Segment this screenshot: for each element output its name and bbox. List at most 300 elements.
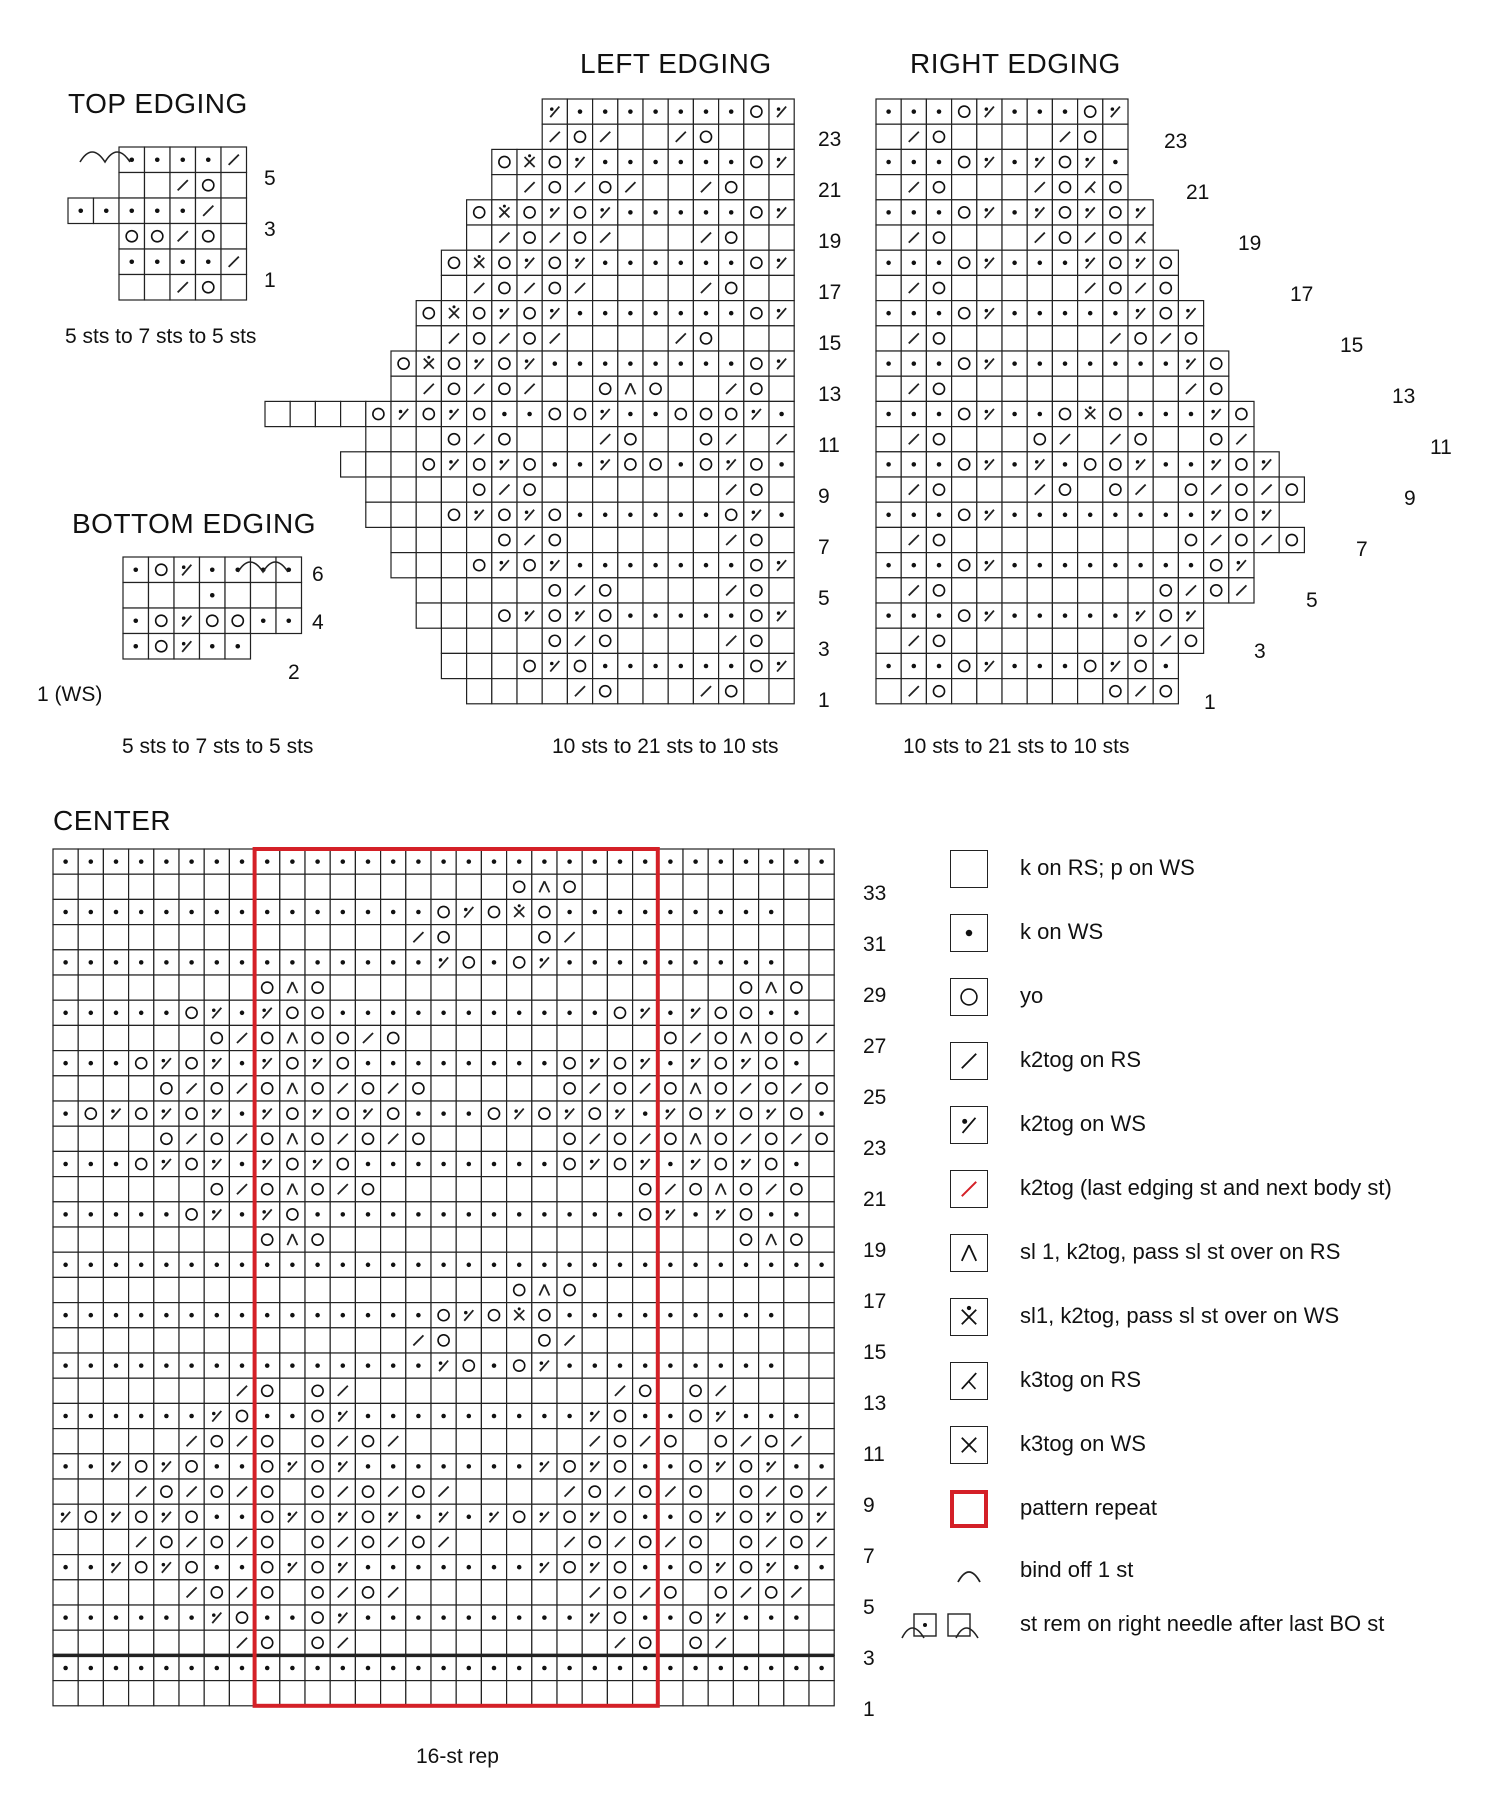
k-on-ws-dot	[704, 311, 709, 316]
chart-cell	[926, 553, 951, 578]
chart-cell	[658, 1580, 683, 1605]
chart-cell	[305, 899, 330, 924]
chart-cell	[593, 427, 618, 452]
k-on-ws-dot	[937, 109, 942, 114]
chart-cell	[708, 1605, 733, 1630]
k2tog-ws-dot	[1111, 107, 1115, 111]
chart-cell	[582, 1479, 607, 1504]
chart-cell	[229, 1580, 254, 1605]
chart-cell	[567, 527, 592, 552]
chart-cell	[129, 1126, 154, 1151]
k-on-ws-dot	[704, 664, 709, 669]
legend-k2tog-ws-icon	[950, 1106, 988, 1144]
k-on-ws-dot	[937, 513, 942, 518]
chart-cell	[633, 1429, 658, 1454]
chart-cell	[330, 1151, 355, 1176]
chart-cell	[1052, 553, 1077, 578]
chart-cell	[507, 1605, 532, 1630]
chart-cell	[633, 1227, 658, 1252]
chart-cell	[633, 1000, 658, 1025]
chart-cell	[607, 1126, 632, 1151]
chart-cell	[467, 275, 492, 300]
chart-cell	[1153, 427, 1178, 452]
chart-cell	[441, 502, 466, 527]
chart-cell	[582, 1555, 607, 1580]
chart-cell	[53, 1277, 78, 1302]
chart-cell	[431, 1655, 456, 1680]
k-on-ws-dot	[416, 1515, 421, 1520]
chart-cell	[492, 603, 517, 628]
chart-cell	[719, 427, 744, 452]
chart-cell	[1103, 401, 1128, 426]
k-on-ws-dot	[618, 910, 623, 915]
chart-cell	[977, 326, 1002, 351]
chart-cell	[643, 628, 668, 653]
chart-cell	[693, 578, 718, 603]
chart-cell	[1027, 578, 1052, 603]
chart-cell	[977, 301, 1002, 326]
chart-cell	[280, 1655, 305, 1680]
chart-cell	[708, 1202, 733, 1227]
chart-cell	[1078, 326, 1103, 351]
chart-cell	[719, 225, 744, 250]
k2tog-ws-dot	[550, 309, 554, 313]
chart-cell	[582, 1252, 607, 1277]
chart-cell	[53, 1580, 78, 1605]
chart-cell	[1254, 477, 1279, 502]
chart-cell	[1204, 553, 1229, 578]
chart-cell	[1052, 124, 1077, 149]
k-on-ws-dot	[567, 960, 572, 965]
chart-cell	[977, 502, 1002, 527]
chart-cell	[149, 557, 175, 583]
chart-cell	[53, 1479, 78, 1504]
k2tog-ws-dot	[399, 410, 403, 414]
chart-cell	[456, 1252, 481, 1277]
chart-cell	[103, 1202, 128, 1227]
chart-cell	[683, 975, 708, 1000]
k-on-ws-dot	[1138, 513, 1143, 518]
k-on-ws-dot	[63, 1414, 68, 1419]
chart-cell	[582, 1504, 607, 1529]
k2tog-ws-dot	[439, 958, 443, 962]
chart-cell	[593, 578, 618, 603]
k-on-ws-dot	[1012, 664, 1017, 669]
chart-cell	[255, 1429, 280, 1454]
chart-cell	[381, 1227, 406, 1252]
chart-cell	[381, 1177, 406, 1202]
chart-cell	[255, 849, 280, 874]
chart-cell	[593, 301, 618, 326]
chart-cell	[391, 452, 416, 477]
k-on-ws-dot	[593, 1263, 598, 1268]
chart-cell	[416, 502, 441, 527]
center-chart	[52, 848, 835, 1707]
k-on-ws-dot	[578, 563, 583, 568]
chart-cell	[1128, 603, 1153, 628]
chart-cell	[229, 975, 254, 1000]
k2tog-ws-dot	[575, 158, 579, 162]
chart-cell	[901, 452, 926, 477]
chart-cell	[1002, 603, 1027, 628]
chart-cell	[456, 849, 481, 874]
chart-cell	[53, 1177, 78, 1202]
chart-cell	[658, 1277, 683, 1302]
chart-cell	[1002, 502, 1027, 527]
k2tog-ws-dot	[777, 662, 781, 666]
chart-cell	[204, 1378, 229, 1403]
chart-cell	[441, 326, 466, 351]
k-on-ws-dot	[89, 960, 94, 965]
chart-cell	[708, 1655, 733, 1680]
chart-cell	[557, 925, 582, 950]
chart-cell	[1078, 376, 1103, 401]
chart-cell	[517, 301, 542, 326]
chart-cell	[1153, 653, 1178, 678]
chart-cell	[542, 326, 567, 351]
chart-cell	[355, 1681, 380, 1706]
chart-cell	[1002, 578, 1027, 603]
k2tog-ws-dot	[590, 1613, 594, 1617]
legend-label: k3tog on WS	[1020, 1431, 1146, 1456]
k-on-ws-dot	[794, 1565, 799, 1570]
chart-cell	[179, 925, 204, 950]
k-on-ws-dot	[210, 567, 215, 572]
k-on-ws-dot	[215, 1666, 220, 1671]
k2tog-ws-dot	[212, 1210, 216, 1214]
chart-cell	[618, 653, 643, 678]
chart-cell	[1027, 376, 1052, 401]
chart-cell	[977, 628, 1002, 653]
k2tog-ws-dot	[489, 1513, 493, 1517]
legend-k2tog-red-icon	[950, 1170, 988, 1208]
chart-cell	[492, 351, 517, 376]
k2tog-ws-dot	[1035, 460, 1039, 464]
chart-cell	[1204, 527, 1229, 552]
k-on-ws-dot	[794, 1162, 799, 1167]
k2tog-ws-dot	[500, 460, 504, 464]
chart-cell	[103, 1655, 128, 1680]
chart-cell	[668, 502, 693, 527]
chart-cell	[593, 124, 618, 149]
chart-cell	[683, 1025, 708, 1050]
chart-cell	[901, 99, 926, 124]
chart-cell	[557, 1227, 582, 1252]
chart-cell	[1002, 326, 1027, 351]
k-on-ws-dot	[628, 160, 633, 165]
chart-cell	[658, 1328, 683, 1353]
k-on-ws-dot	[89, 1363, 94, 1368]
k-on-ws-dot	[593, 960, 598, 965]
chart-cell	[809, 950, 834, 975]
chart-cell	[391, 401, 416, 426]
chart-cell	[103, 1277, 128, 1302]
k-on-ws-dot	[164, 1666, 169, 1671]
chart-cell	[593, 351, 618, 376]
k-on-ws-dot	[769, 1666, 774, 1671]
k-on-ws-dot	[567, 859, 572, 864]
chart-cell	[607, 975, 632, 1000]
k-on-ws-dot	[467, 1263, 472, 1268]
chart-cell	[977, 578, 1002, 603]
chart-cell	[557, 1202, 582, 1227]
k-on-ws-dot	[63, 1464, 68, 1469]
k-on-ws-dot	[315, 910, 320, 915]
k-on-ws-dot	[441, 1263, 446, 1268]
chart-cell	[229, 1076, 254, 1101]
k2tog-ws-dot	[338, 1462, 342, 1466]
chart-cell	[593, 200, 618, 225]
chart-cell	[784, 899, 809, 924]
chart-cell	[330, 849, 355, 874]
chart-cell	[607, 1580, 632, 1605]
chart-cell	[416, 553, 441, 578]
chart-cell	[517, 603, 542, 628]
chart-cell	[733, 1025, 758, 1050]
k-on-ws-dot	[668, 1615, 673, 1620]
k-on-ws-dot	[769, 1212, 774, 1217]
chart-cell	[719, 149, 744, 174]
chart-cell	[1052, 326, 1077, 351]
chart-cell	[542, 527, 567, 552]
chart-cell	[78, 1277, 103, 1302]
chart-cell	[53, 1378, 78, 1403]
chart-cell	[481, 1151, 506, 1176]
chart-cell	[759, 1202, 784, 1227]
chart-cell	[280, 1202, 305, 1227]
k2tog-ws-dot	[1136, 611, 1140, 615]
chart-cell	[330, 950, 355, 975]
chart-cell	[683, 1101, 708, 1126]
k-on-ws-dot	[114, 1263, 119, 1268]
chart-cell	[481, 950, 506, 975]
k-on-ws-dot	[769, 1263, 774, 1268]
k2tog-ws-dot	[212, 1109, 216, 1113]
k-on-ws-dot	[937, 613, 942, 618]
k2tog-ws-dot	[550, 107, 554, 111]
chart-cell	[305, 1303, 330, 1328]
k2tog-ws-dot	[540, 1513, 544, 1517]
chart-cell	[280, 849, 305, 874]
chart-cell	[431, 1277, 456, 1302]
chart-cell	[481, 1378, 506, 1403]
chart-cell	[557, 1630, 582, 1655]
k2tog-ws-dot	[262, 1210, 266, 1214]
chart-cell	[633, 1479, 658, 1504]
chart-cell	[1103, 124, 1128, 149]
chart-cell	[1178, 326, 1203, 351]
chart-cell	[280, 1555, 305, 1580]
chart-cell	[1027, 200, 1052, 225]
chart-cell	[809, 1227, 834, 1252]
k-on-ws-dot	[114, 1212, 119, 1217]
chart-cell	[693, 149, 718, 174]
chart-cell	[431, 1202, 456, 1227]
chart-cell	[145, 275, 171, 301]
chart-cell	[769, 502, 794, 527]
k2tog-ws-dot	[716, 1109, 720, 1113]
chart-cell	[567, 376, 592, 401]
chart-cell	[582, 1580, 607, 1605]
chart-cell	[1052, 527, 1077, 552]
chart-cell	[952, 200, 977, 225]
chart-cell	[1002, 679, 1027, 704]
chart-cell	[784, 1177, 809, 1202]
k-on-ws-dot	[492, 1414, 497, 1419]
chart-cell	[708, 1227, 733, 1252]
k-on-ws-dot	[129, 208, 134, 213]
chart-cell	[668, 527, 693, 552]
chart-cell	[719, 477, 744, 502]
chart-cell	[481, 1479, 506, 1504]
chart-cell	[355, 1076, 380, 1101]
k2tog-ws-dot	[313, 1059, 317, 1063]
k-on-ws-dot	[240, 910, 245, 915]
chart-cell	[355, 1529, 380, 1554]
chart-cell	[225, 583, 251, 609]
chart-cell	[658, 1429, 683, 1454]
chart-cell	[1128, 427, 1153, 452]
k-on-ws-dot	[164, 1011, 169, 1016]
k-on-ws-dot	[693, 1666, 698, 1671]
chart-cell	[633, 1202, 658, 1227]
chart-cell	[708, 1504, 733, 1529]
chart-cell	[683, 1504, 708, 1529]
chart-cell	[456, 1479, 481, 1504]
k-on-ws-dot	[189, 910, 194, 915]
row-label: 7	[818, 536, 830, 559]
chart-cell	[1052, 200, 1077, 225]
chart-cell	[557, 1328, 582, 1353]
k-on-ws-dot	[1164, 462, 1169, 467]
k-on-ws-dot	[769, 1011, 774, 1016]
chart-cell	[229, 925, 254, 950]
chart-cell	[179, 1529, 204, 1554]
chart-cell	[200, 557, 226, 583]
chart-cell	[542, 628, 567, 653]
chart-cell	[406, 1479, 431, 1504]
chart-cell	[618, 326, 643, 351]
chart-cell	[769, 401, 794, 426]
k-on-ws-dot	[416, 1313, 421, 1318]
k-on-ws-dot	[164, 1212, 169, 1217]
chart-cell	[683, 1303, 708, 1328]
row-label: 17	[818, 281, 842, 304]
chart-cell	[532, 1202, 557, 1227]
chart-cell	[406, 899, 431, 924]
chart-cell	[952, 175, 977, 200]
k-on-ws-dot	[567, 1313, 572, 1318]
chart-cell	[103, 1529, 128, 1554]
chart-cell	[204, 950, 229, 975]
chart-cell	[154, 849, 179, 874]
sk2p-rs-symbol	[962, 1245, 969, 1261]
chart-cell	[759, 1177, 784, 1202]
chart-cell	[229, 1403, 254, 1428]
chart-cell	[977, 603, 1002, 628]
chart-cell	[542, 477, 567, 502]
chart-cell	[406, 1555, 431, 1580]
chart-cell	[481, 1403, 506, 1428]
k-on-ws-dot	[366, 1565, 371, 1570]
k-on-ws-dot	[189, 859, 194, 864]
chart-cell	[1153, 351, 1178, 376]
k-on-ws-dot	[139, 859, 144, 864]
chart-cell	[355, 1202, 380, 1227]
chart-cell	[876, 175, 901, 200]
chart-cell	[431, 1353, 456, 1378]
chart-cell	[204, 1000, 229, 1025]
chart-cell	[330, 1202, 355, 1227]
chart-cell	[1002, 401, 1027, 426]
k-on-ws-dot	[679, 109, 684, 114]
chart-cell	[305, 1454, 330, 1479]
chart-cell	[759, 975, 784, 1000]
chart-cell	[431, 1605, 456, 1630]
k-on-ws-dot	[542, 1061, 547, 1066]
chart-cell	[492, 326, 517, 351]
chart-cell	[1002, 452, 1027, 477]
chart-cell	[416, 452, 441, 477]
k-on-ws-dot	[1038, 109, 1043, 114]
chart-cell	[759, 1529, 784, 1554]
k-on-ws-dot	[215, 1313, 220, 1318]
row-label: 1	[264, 269, 276, 292]
k-on-ws-dot	[912, 513, 917, 518]
chart-cell	[683, 1605, 708, 1630]
chart-cell	[618, 149, 643, 174]
chart-cell	[977, 124, 1002, 149]
chart-cell	[901, 628, 926, 653]
chart-cell	[441, 452, 466, 477]
chart-cell	[926, 175, 951, 200]
chart-cell	[809, 1630, 834, 1655]
k-on-ws-dot	[502, 412, 507, 417]
k2tog-ws-dot	[766, 1563, 770, 1567]
chart-cell	[330, 1429, 355, 1454]
chart-cell	[119, 198, 145, 224]
k-on-ws-dot	[341, 910, 346, 915]
chart-cell	[1052, 502, 1077, 527]
k-on-ws-dot	[744, 1615, 749, 1620]
chart-cell	[78, 1504, 103, 1529]
chart-cell	[78, 950, 103, 975]
chart-cell	[154, 1025, 179, 1050]
chart-cell	[643, 452, 668, 477]
k-on-ws-dot	[240, 1212, 245, 1217]
chart-cell	[952, 502, 977, 527]
chart-cell	[633, 1580, 658, 1605]
row-label: 4	[312, 611, 324, 634]
k-on-ws-dot	[744, 1414, 749, 1419]
chart-cell	[251, 608, 277, 634]
k-on-ws-dot	[704, 210, 709, 215]
row-label: 19	[1238, 232, 1262, 255]
chart-cell	[280, 1429, 305, 1454]
sk2p-ws-dot	[452, 305, 455, 308]
chart-cell	[1027, 553, 1052, 578]
chart-cell	[567, 301, 592, 326]
chart-cell	[330, 1076, 355, 1101]
chart-cell	[744, 679, 769, 704]
chart-cell	[1002, 477, 1027, 502]
chart-cell	[381, 975, 406, 1000]
chart-cell	[179, 1403, 204, 1428]
chart-cell	[1153, 527, 1178, 552]
chart-cell	[977, 477, 1002, 502]
chart-cell	[1002, 527, 1027, 552]
chart-cell	[129, 849, 154, 874]
